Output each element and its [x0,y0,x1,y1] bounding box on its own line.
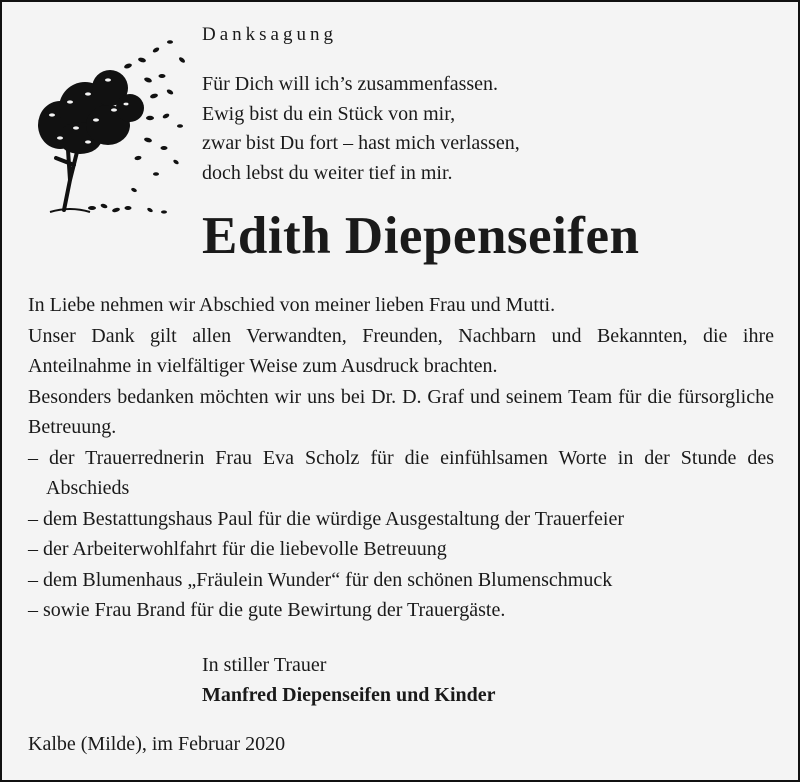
body-paragraph: Besonders bedanken möchten wir uns bei Dr. D. Graf und seinem Team für die fürsorgliche Betreuung. [28,385,774,438]
thanks-item: – der Arbeiterwohlfahrt für die liebevolle Betreuung [28,538,447,560]
tree-icon [30,30,190,220]
poem-line: Für Dich will ich’s zusammenfassen. [202,73,499,95]
notice-body [28,290,774,626]
poem-line: zwar bist Du fort – hast mich verlassen, [202,132,520,154]
place-date: Kalbe (Milde), im Februar 2020 [28,733,286,755]
signature-block [202,650,496,710]
body-paragraph: Unser Dank gilt allen Verwandten, Freunden, Nachbarn und Bekannten, die ihre Anteilnahme in vielfältiger Weise zum Ausdruck brachten. [28,324,774,377]
thanks-item: – dem Bestattungshaus Paul für die würdige Ausgestaltung der Trauerfeier [28,507,624,530]
poem-line: doch lebst du weiter tief in mir. [202,161,453,184]
thanks-item: – sowie Frau Brand für die gute Bewirtung der Trauergäste. [28,599,506,621]
poem [202,70,520,188]
poem-line: Ewig bist du ein Stück von mir, [202,102,456,125]
body-paragraph: In Liebe nehmen wir Abschied von meiner lieben Frau und Mutti. [28,294,556,316]
signatories: Manfred Diepenseifen und Kinder [202,684,496,706]
deceased-name: Edith Diepenseifen [202,207,640,265]
thanks-item: – der Trauerrednerin Frau Eva Scholz für die einfühlsamen Worte in der Stunde des Abschieds [28,446,774,499]
thanks-item: – dem Blumenhaus „Fräulein Wunder“ für den schönen Blumenschmuck [28,568,613,591]
notice-heading: Danksagung [202,24,337,45]
mourning-line: In stiller Trauer [202,654,327,676]
